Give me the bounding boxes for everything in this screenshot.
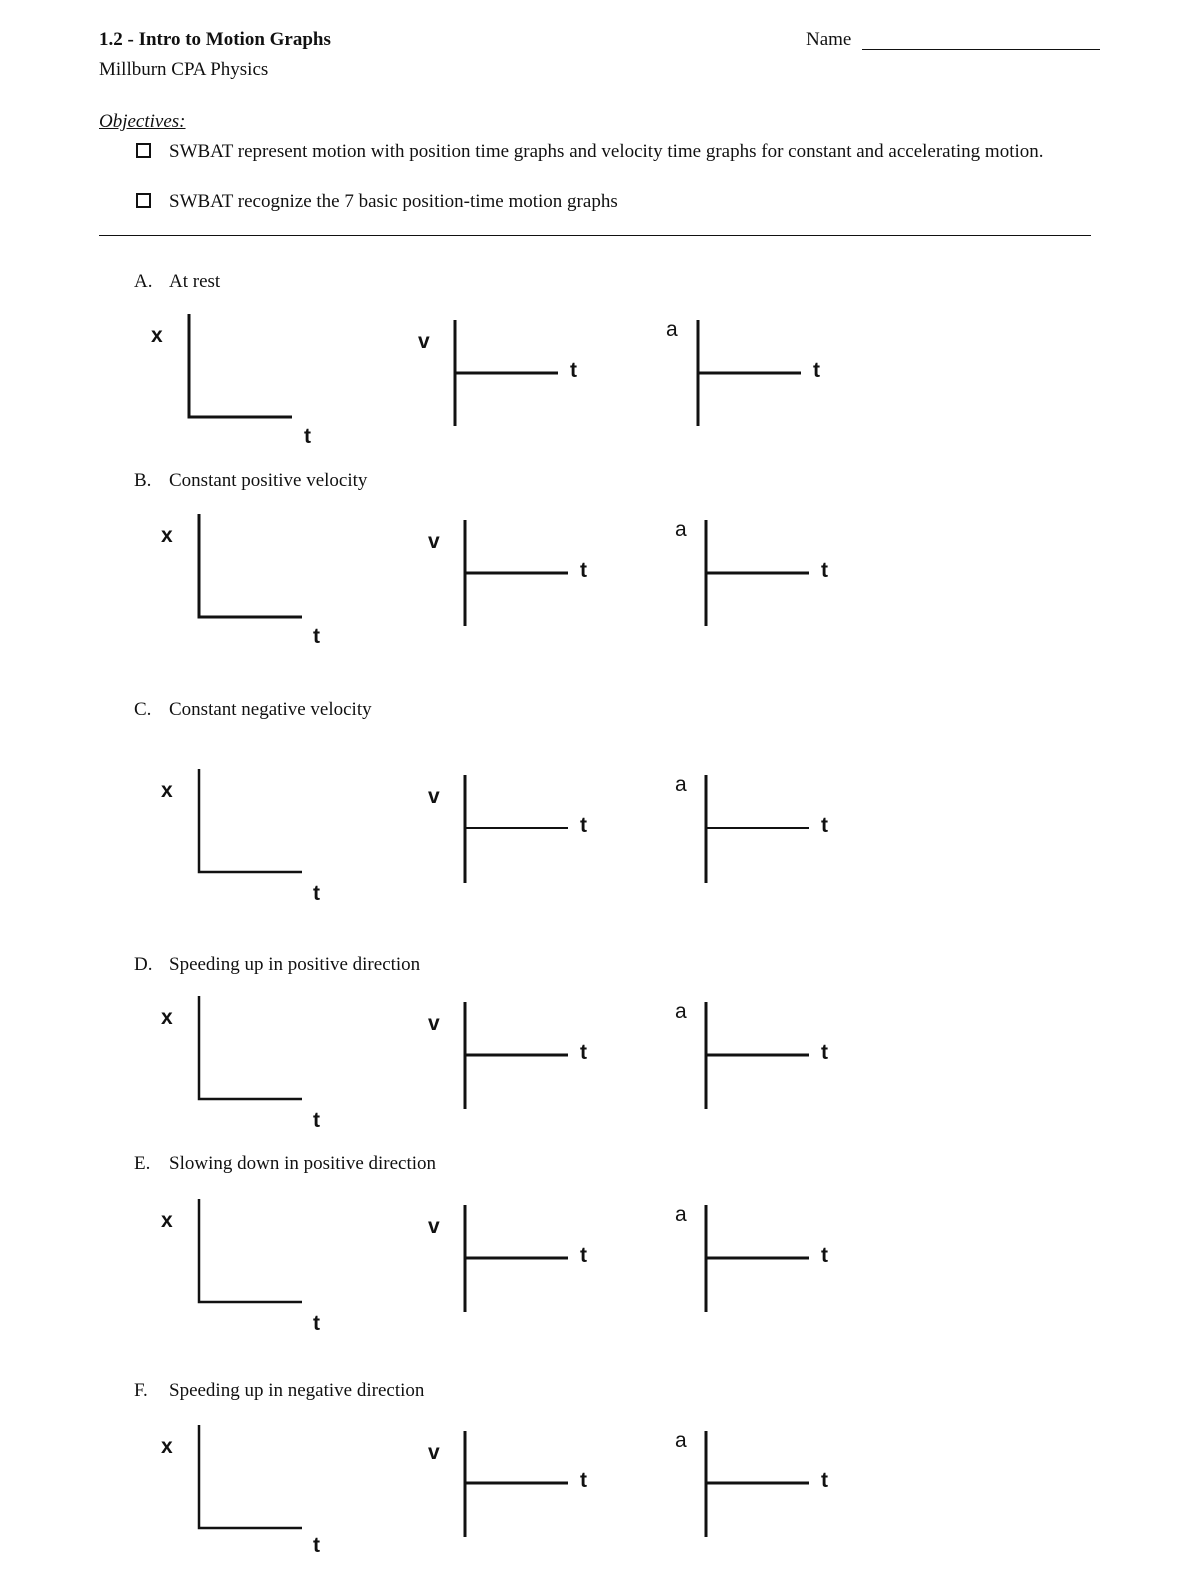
x-axis-label: x xyxy=(161,1209,173,1232)
objectives-heading: Objectives: xyxy=(99,111,186,132)
x-axis-label: x xyxy=(161,1435,173,1458)
x-axis-label: x xyxy=(161,779,173,802)
a-axis-label: a xyxy=(675,1203,687,1226)
t-axis-label: t xyxy=(580,814,587,837)
section-title-f xyxy=(134,1380,424,1402)
objective-text: SWBAT represent motion with position time graphs and velocity time graphs for constant and accelerating motion. xyxy=(169,141,1044,162)
section-title-d xyxy=(134,954,420,976)
v-axis-label: v xyxy=(428,1215,440,1238)
t-axis-label: t xyxy=(313,1109,320,1132)
worksheet-title: 1.2 - Intro to Motion Graphs xyxy=(99,29,331,50)
x-axis-label: x xyxy=(161,524,173,547)
name-label: Name xyxy=(806,29,852,50)
v-axis-label: v xyxy=(428,785,440,808)
t-axis-label: t xyxy=(580,559,587,582)
t-axis-label: t xyxy=(580,1244,587,1267)
section-letter: C. xyxy=(134,699,152,720)
name-blank-line[interactable] xyxy=(862,49,1100,50)
checkbox-icon[interactable] xyxy=(136,193,151,208)
t-axis-label: t xyxy=(304,425,311,448)
section-letter: B. xyxy=(134,470,152,491)
acceleration-time-graph[interactable] xyxy=(675,1000,828,1109)
velocity-time-graph[interactable] xyxy=(428,775,587,883)
position-axes xyxy=(189,314,292,417)
objective-text: SWBAT recognize the 7 basic position-time motion graphs xyxy=(169,191,618,212)
velocity-time-graph[interactable] xyxy=(428,1431,587,1537)
acceleration-time-graph[interactable] xyxy=(666,318,820,426)
section-text: Speeding up in positive direction xyxy=(169,954,421,975)
v-axis-label: v xyxy=(428,530,440,553)
acceleration-time-graph[interactable] xyxy=(675,773,828,883)
a-axis-label: a xyxy=(666,318,678,341)
t-axis-label: t xyxy=(821,814,828,837)
acceleration-time-graph[interactable] xyxy=(675,1429,828,1537)
section-text: Slowing down in positive direction xyxy=(169,1153,437,1174)
a-axis-label: a xyxy=(675,1000,687,1023)
velocity-time-graph[interactable] xyxy=(428,1205,587,1312)
t-axis-label: t xyxy=(313,1312,320,1335)
velocity-time-graph[interactable] xyxy=(428,520,587,626)
position-axes xyxy=(199,996,302,1099)
a-axis-label: a xyxy=(675,518,687,541)
graph-row-b xyxy=(0,510,1200,660)
section-title-e xyxy=(134,1153,436,1175)
graph-row-svg xyxy=(0,765,1200,915)
t-axis-label: t xyxy=(821,1244,828,1267)
graph-row-svg xyxy=(0,992,1200,1142)
section-text: Constant negative velocity xyxy=(169,699,372,720)
section-letter: A. xyxy=(134,271,153,292)
graph-row-svg xyxy=(0,1421,1200,1557)
velocity-time-graph[interactable] xyxy=(428,1002,587,1109)
position-axes xyxy=(199,769,302,872)
position-time-graph[interactable] xyxy=(151,314,311,448)
position-time-graph[interactable] xyxy=(161,769,320,905)
graph-row-svg xyxy=(0,1195,1200,1345)
graph-row-svg xyxy=(0,510,1200,660)
t-axis-label: t xyxy=(580,1041,587,1064)
section-text: At rest xyxy=(169,271,221,292)
checkbox-icon[interactable] xyxy=(136,143,151,158)
x-axis-label: x xyxy=(151,324,163,347)
x-axis-label: x xyxy=(161,1006,173,1029)
graph-row-c xyxy=(0,765,1200,915)
t-axis-label: t xyxy=(570,359,577,382)
v-axis-label: v xyxy=(428,1441,440,1464)
v-axis-label: v xyxy=(428,1012,440,1035)
section-title-c xyxy=(134,699,372,721)
graph-row-d xyxy=(0,992,1200,1142)
position-time-graph[interactable] xyxy=(161,1425,320,1557)
t-axis-label: t xyxy=(813,359,820,382)
section-title-b xyxy=(134,470,367,492)
section-divider xyxy=(99,235,1091,236)
section-letter: D. xyxy=(134,954,153,975)
t-axis-label: t xyxy=(313,1534,320,1557)
a-axis-label: a xyxy=(675,773,687,796)
graph-row-svg xyxy=(0,310,1200,460)
acceleration-time-graph[interactable] xyxy=(675,1203,828,1312)
position-time-graph[interactable] xyxy=(161,996,320,1132)
position-time-graph[interactable] xyxy=(161,1199,320,1335)
graph-row-a xyxy=(0,310,1200,460)
t-axis-label: t xyxy=(313,625,320,648)
section-text: Constant positive velocity xyxy=(169,470,368,491)
t-axis-label: t xyxy=(821,559,828,582)
position-time-graph[interactable] xyxy=(161,514,320,648)
graph-row-f xyxy=(0,1421,1200,1571)
acceleration-time-graph[interactable] xyxy=(675,518,828,626)
v-axis-label: v xyxy=(418,330,430,353)
position-axes xyxy=(199,1425,302,1528)
section-title-a xyxy=(134,271,220,293)
velocity-time-graph[interactable] xyxy=(418,320,577,426)
t-axis-label: t xyxy=(580,1469,587,1492)
course-name: Millburn CPA Physics xyxy=(99,59,269,80)
position-axes xyxy=(199,514,302,617)
t-axis-label: t xyxy=(313,882,320,905)
section-letter: E. xyxy=(134,1153,151,1174)
a-axis-label: a xyxy=(675,1429,687,1452)
t-axis-label: t xyxy=(821,1469,828,1492)
graph-row-e xyxy=(0,1195,1200,1345)
section-letter: F. xyxy=(134,1380,148,1401)
t-axis-label: t xyxy=(821,1041,828,1064)
position-axes xyxy=(199,1199,302,1302)
section-text: Speeding up in negative direction xyxy=(169,1380,425,1401)
